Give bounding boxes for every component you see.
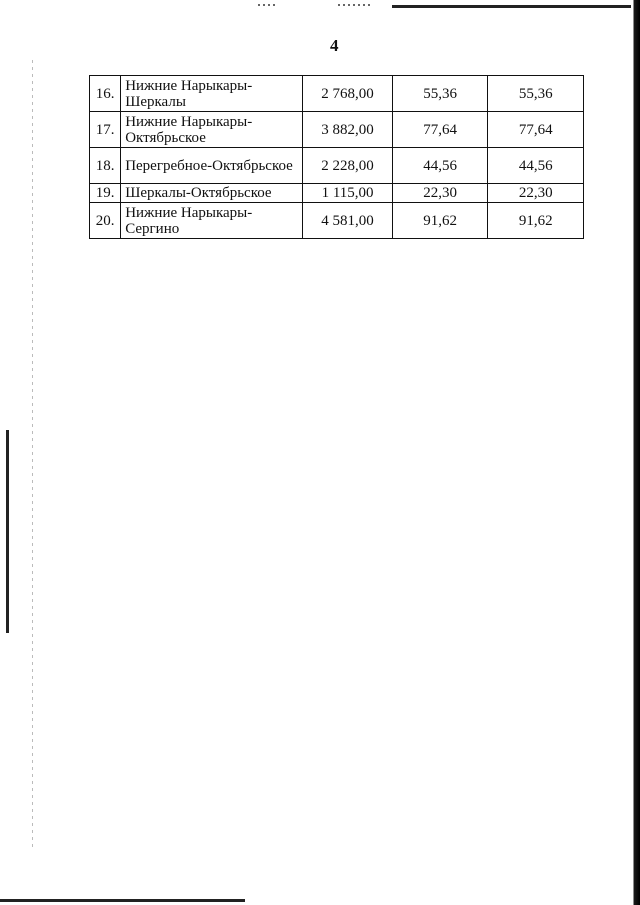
value-cell-2: 91,62 — [488, 203, 584, 239]
row-number: 19. — [90, 184, 121, 203]
scan-artifact-left-line — [32, 60, 33, 850]
value-cell-1: 55,36 — [392, 76, 488, 112]
value-cell-1: 91,62 — [392, 203, 488, 239]
route-table — [89, 75, 584, 239]
value-cell-1: 77,64 — [392, 112, 488, 148]
page-number: 4 — [330, 36, 339, 55]
route-name: Нижние Нарыкары-Сергино — [121, 203, 303, 239]
route-name: Нижние Нарыкары-Октябрьское — [121, 112, 303, 148]
table-row — [90, 203, 584, 239]
route-name: Перегребное-Октябрьское — [121, 148, 303, 184]
table-row — [90, 184, 584, 203]
table-row — [90, 76, 584, 112]
value-cell-2: 44,56 — [488, 148, 584, 184]
distance-cell: 2 768,00 — [303, 76, 393, 112]
distance-cell: 1 115,00 — [303, 184, 393, 203]
row-number: 18. — [90, 148, 121, 184]
value-cell-1: 22,30 — [392, 184, 488, 203]
value-cell-2: 55,36 — [488, 76, 584, 112]
scan-artifact-dots — [258, 4, 276, 6]
route-name: Нижние Нарыкары-Шеркалы — [121, 76, 303, 112]
distance-cell: 4 581,00 — [303, 203, 393, 239]
value-cell-2: 22,30 — [488, 184, 584, 203]
table-row — [90, 112, 584, 148]
scan-artifact-left-bar — [6, 430, 9, 633]
table-row — [90, 148, 584, 184]
scan-artifact-bottom-bar — [0, 899, 245, 902]
scan-artifact-top-bar — [392, 5, 640, 8]
distance-cell: 2 228,00 — [303, 148, 393, 184]
row-number: 16. — [90, 76, 121, 112]
row-number: 20. — [90, 203, 121, 239]
scan-artifact-dots — [338, 4, 370, 6]
distance-cell: 3 882,00 — [303, 112, 393, 148]
route-name: Шеркалы-Октябрьское — [121, 184, 303, 203]
row-number: 17. — [90, 112, 121, 148]
value-cell-1: 44,56 — [392, 148, 488, 184]
value-cell-2: 77,64 — [488, 112, 584, 148]
scan-artifact-right-edge — [631, 0, 640, 905]
